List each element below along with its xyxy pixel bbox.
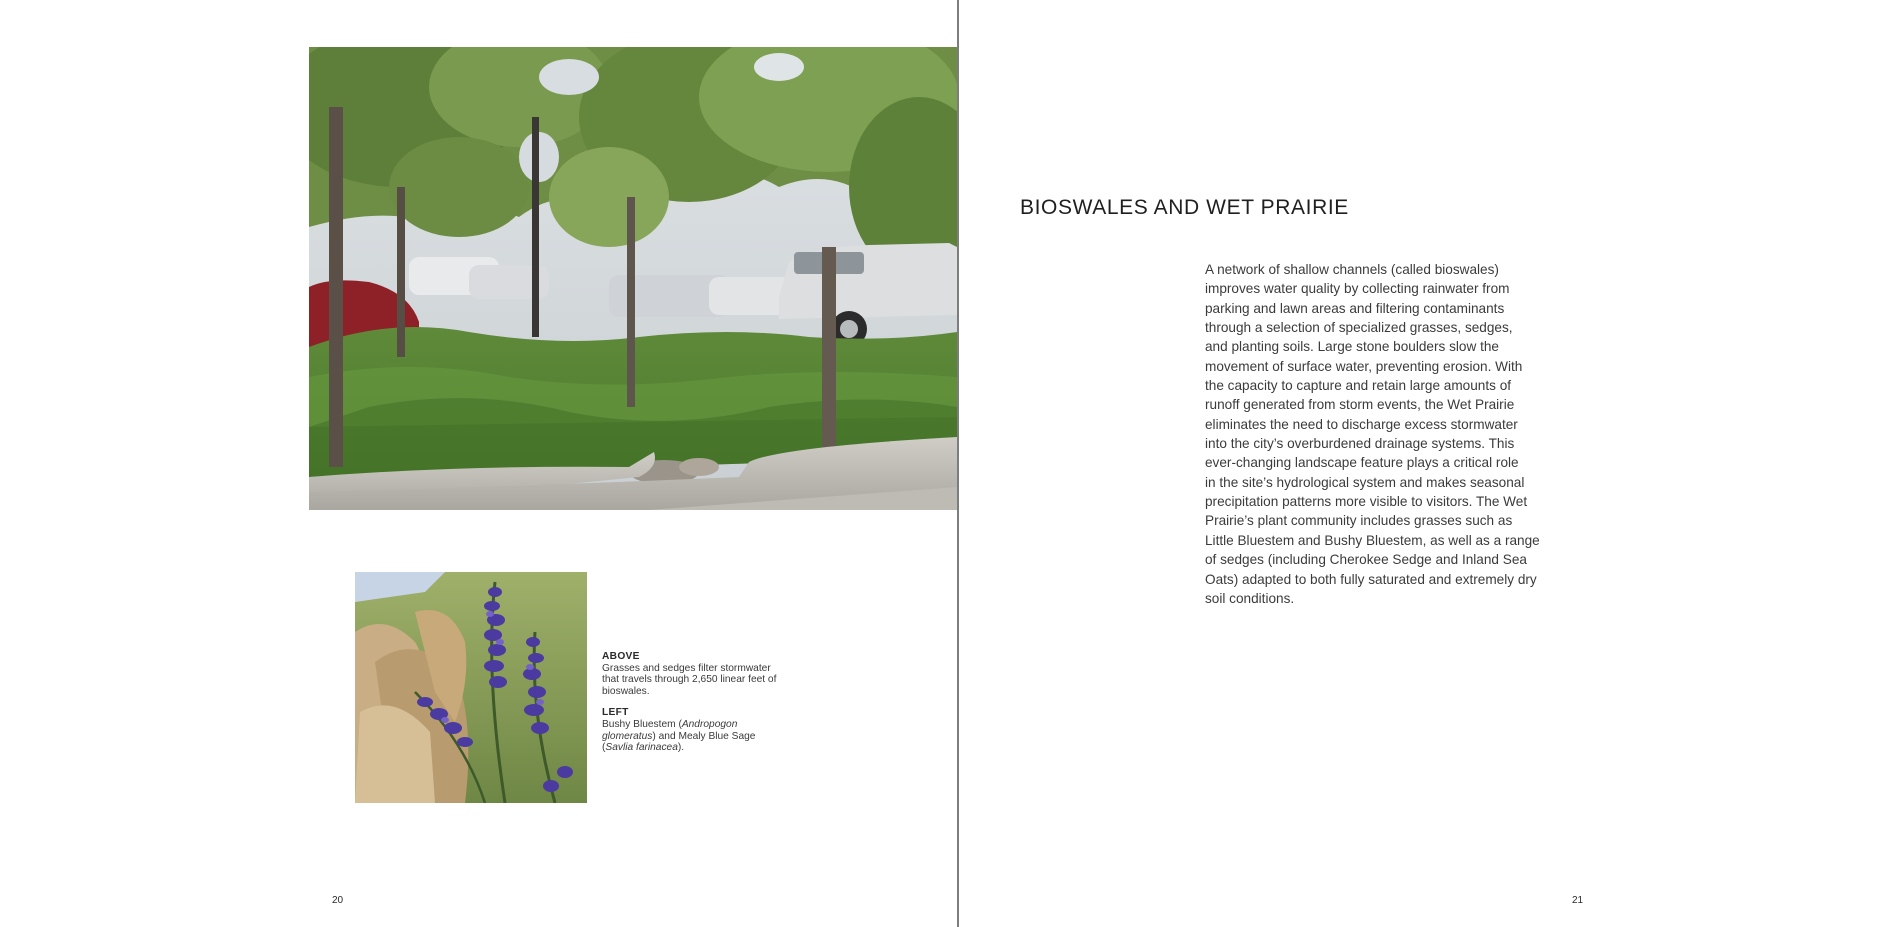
bioswale-photo: [309, 47, 957, 510]
body-line: Prairie’s plant community includes grasses such as: [1205, 513, 1513, 529]
body-line: in the site’s hydrological system and makes seasonal: [1205, 474, 1525, 490]
body-line: and planting soils. Large stone boulders slow the: [1205, 339, 1499, 355]
sage-flowers-photo: [355, 572, 587, 803]
caption-left-latin-name: Savlia farinacea: [605, 742, 678, 754]
body-line: movement of surface water, preventing erosion. With: [1205, 358, 1523, 374]
page-number-right: 21: [1572, 895, 1584, 906]
body-line: runoff generated from storm events, the Wet Prairie: [1205, 397, 1515, 413]
caption-left-text-part: Bushy Bluestem (: [602, 718, 682, 730]
caption-left-latin-name: Andropogon glomeratus: [602, 718, 738, 742]
body-line: A network of shallow channels (called bioswales): [1205, 262, 1499, 277]
body-paragraph: [1205, 260, 1570, 608]
caption-left: [602, 707, 777, 753]
photo-captions: [602, 651, 777, 764]
body-line: through a selection of specialized grasses, sedges,: [1205, 320, 1513, 336]
body-line: parking and lawn areas and filtering contaminants: [1205, 300, 1505, 316]
caption-left-text: [602, 719, 777, 754]
body-line: into the city’s overburdened drainage systems. This: [1205, 436, 1515, 452]
body-line: Little Bluestem and Bushy Bluestem, as well as a range: [1205, 532, 1540, 548]
page-number-left: 20: [332, 895, 344, 906]
caption-above-heading: ABOVE: [602, 651, 640, 662]
body-line: improves water quality by collecting rainwater from: [1205, 281, 1510, 297]
caption-left-text-part: ).: [677, 742, 685, 754]
body-line: soil conditions.: [1205, 590, 1295, 606]
section-heading: BIOSWALES AND WET PRAIRIE: [1020, 196, 1349, 219]
caption-above: [602, 651, 777, 697]
caption-above-text: Grasses and sedges filter stormwater that travels through 2,650 linear feet of bioswales.: [602, 662, 777, 697]
body-line: the capacity to capture and retain large amounts of: [1205, 378, 1512, 394]
body-line: precipitation patterns more visible to visitors. The Wet: [1205, 494, 1528, 510]
body-line: eliminates the need to discharge excess stormwater: [1205, 416, 1518, 432]
caption-left-text-part: ) and Mealy Blue Sage (: [602, 730, 756, 754]
body-line: of sedges (including Cherokee Sedge and Inland Sea: [1205, 552, 1527, 568]
caption-left-heading: LEFT: [602, 707, 629, 719]
body-line: ever-changing landscape feature plays a critical role: [1205, 455, 1519, 471]
body-line: Oats) adapted to both fully saturated and extremely dry: [1205, 571, 1537, 587]
